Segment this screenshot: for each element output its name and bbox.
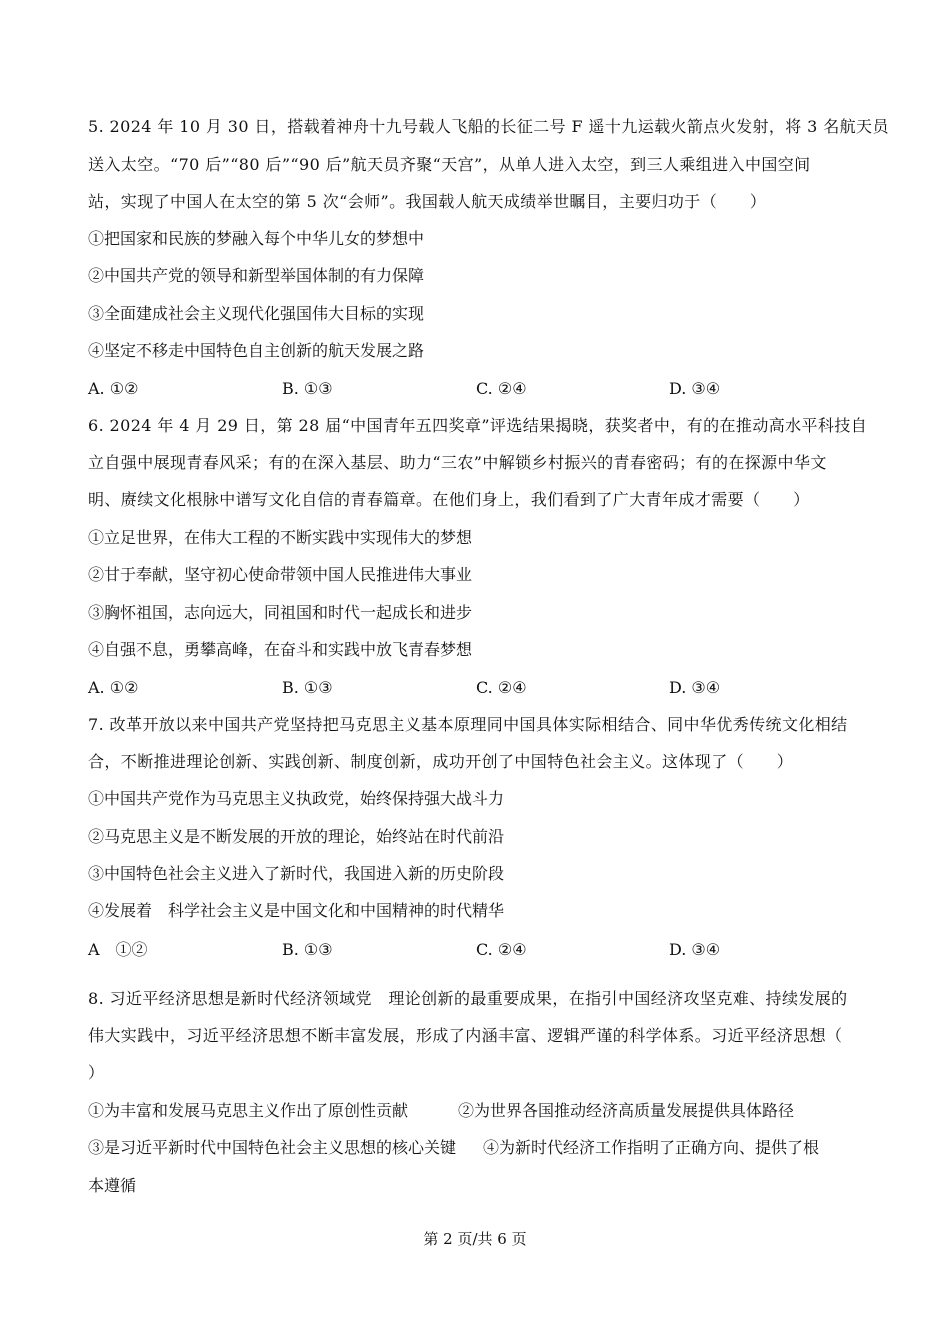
page-number: 第 2 页/共 6 页 xyxy=(423,1230,527,1248)
q7-item-3: ③中国特色社会主义进入了新时代，我国进入新的历史阶段 xyxy=(88,864,505,883)
q8-item-2: ②为世界各国推动经济高质量发展提供具体路径 xyxy=(458,1101,795,1120)
q5-stem-line-2: 送入太空。“70 后”“80 后”“90 后”航天员齐聚“天宫”，从单人进入太空，到三人乘组进入中国空间 xyxy=(88,155,811,174)
q5-item-2: ②中国共产党的领导和新型举国体制的有力保障 xyxy=(88,266,425,285)
q7-item-4: ④发展着 科学社会主义是中国文化和中国精神的时代精华 xyxy=(88,901,505,920)
q5-item-4: ④坚定不移走中国特色自主创新的航天发展之路 xyxy=(88,341,425,360)
q7-option-b: B. ①③ xyxy=(282,940,333,959)
q6-stem-line-2: 立自强中展现青春风采；有的在深入基层、助力“三农”中解锁乡村振兴的青春密码；有的在探源中华文 xyxy=(88,453,827,472)
q5-item-1: ①把国家和民族的梦融入每个中华儿女的梦想中 xyxy=(88,229,425,248)
q7-item-2: ②马克思主义是不断发展的开放的理论，始终站在时代前沿 xyxy=(88,827,505,846)
q8-stem-line-2: 伟大实践中，习近平经济思想不断丰富发展，形成了内涵丰富、逻辑严谨的科学体系。习近平经济思想（ xyxy=(88,1026,843,1045)
q6-option-a: A. ①② xyxy=(88,678,139,697)
q8-item-1: ①为丰富和发展马克思主义作出了原创性贡献 xyxy=(88,1101,409,1120)
q6-item-2: ②甘于奉献，坚守初心使命带领中国人民推进伟大事业 xyxy=(88,565,473,584)
q6-option-b: B. ①③ xyxy=(282,678,333,697)
q6-option-c: C. ②④ xyxy=(476,678,527,697)
q6-option-d: D. ③④ xyxy=(669,678,721,697)
q5-option-c: C. ②④ xyxy=(476,379,527,398)
q5-option-a: A. ①② xyxy=(88,379,139,398)
q7-stem-line-2: 合，不断推进理论创新、实践创新、制度创新，成功开创了中国特色社会主义。这体现了（ ） xyxy=(88,752,794,771)
q7-stem-line-1: 7. 改革开放以来中国共产党坚持把马克思主义基本原理同中国具体实际相结合、同中华优秀传统文化相结 xyxy=(88,715,848,734)
q5-stem-line-1: 5. 2024 年 10 月 30 日，搭载着神舟十九号载人飞船的长征二号 F 遥十九运载火箭点火发射，将 3 名航天员 xyxy=(88,117,889,136)
q8-stem-line-1: 8. 习近平经济思想是新时代经济领域党 理论创新的最重要成果，在指引中国经济攻坚克难、持续发展的 xyxy=(88,989,848,1008)
q8-item-4: ④为新时代经济工作指明了正确方向、提供了根 xyxy=(483,1138,820,1157)
q7-item-1: ①中国共产党作为马克思主义执政党，始终保持强大战斗力 xyxy=(88,789,505,808)
q6-item-1: ①立足世界，在伟大工程的不断实践中实现伟大的梦想 xyxy=(88,528,473,547)
q6-item-3: ③胸怀祖国，志向远大，同祖国和时代一起成长和进步 xyxy=(88,603,473,622)
q5-option-d: D. ③④ xyxy=(669,379,721,398)
q8-item-3: ③是习近平新时代中国特色社会主义思想的核心关键 xyxy=(88,1138,457,1157)
q7-option-d: D. ③④ xyxy=(669,940,721,959)
q6-stem-line-1: 6. 2024 年 4 月 29 日，第 28 届“中国青年五四奖章”评选结果揭晓，获奖者中，有的在推动高水平科技自 xyxy=(88,416,868,435)
q6-item-4: ④自强不息，勇攀高峰，在奋斗和实践中放飞青春梦想 xyxy=(88,640,473,659)
q7-option-a: A ①② xyxy=(88,940,148,959)
q8-stem-line-3: ） xyxy=(88,1063,105,1082)
q6-stem-line-3: 明、赓续文化根脉中谱写文化自信的青春篇章。在他们身上，我们看到了广大青年成才需要（ ） xyxy=(88,490,810,509)
q5-option-b: B. ①③ xyxy=(282,379,333,398)
q7-option-c: C. ②④ xyxy=(476,940,527,959)
q5-item-3: ③全面建成社会主义现代化强国伟大目标的实现 xyxy=(88,304,425,323)
q8-item-4-continued: 本遵循 xyxy=(88,1176,137,1195)
q5-stem-line-3: 站，实现了中国人在太空的第 5 次“会师”。我国载人航天成绩举世瞩目，主要归功于（ ） xyxy=(88,192,767,211)
